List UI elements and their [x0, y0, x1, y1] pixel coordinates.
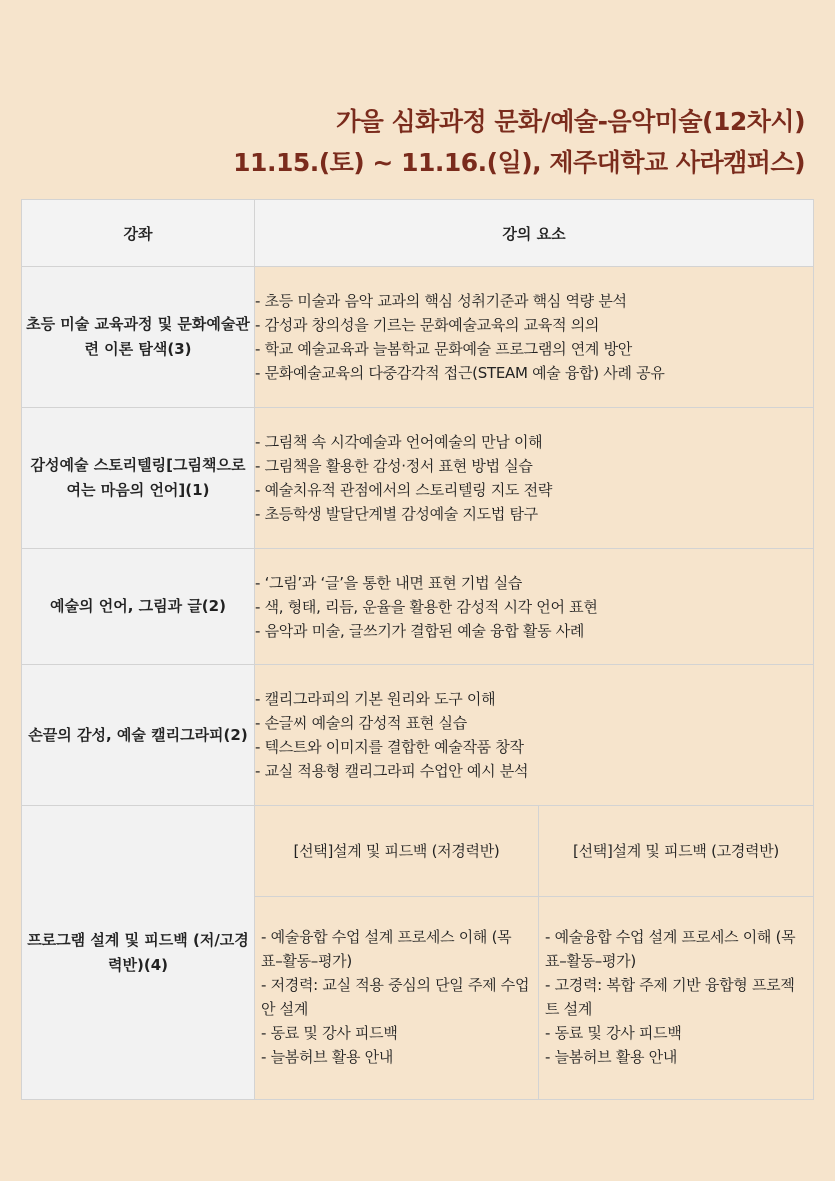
course-elements — [255, 665, 814, 806]
list-item: - 늘봄허브 활용 안내 — [545, 1048, 678, 1066]
course-name: 감성예술 스토리텔링[그림책으로 여는 마음의 언어](1) — [22, 408, 255, 549]
table-row — [22, 549, 814, 665]
list-item: - 손글씨 예술의 감성적 표현 실습 — [255, 714, 467, 732]
list-item: - 초등학생 발달단계별 감성예술 지도법 탐구 — [255, 505, 538, 523]
course-name: 손끝의 감성, 예술 캘리그라피(2) — [22, 665, 255, 806]
list-item: - 예술융합 수업 설계 프로세스 이해 (목표–활동–평가) — [261, 928, 512, 970]
table-row — [22, 408, 814, 549]
list-item: - 음악과 미술, 글쓰기가 결합된 예술 융합 활동 사례 — [255, 621, 585, 640]
list-item: - 동료 및 강사 피드백 — [261, 1024, 398, 1042]
low-experience-track-elements — [255, 897, 539, 1100]
list-item: - 텍스트와 이미지를 결합한 예술작품 창작 — [255, 738, 524, 756]
page-header — [233, 104, 805, 182]
list-item: - 문화예술교육의 다중감각적 접근(STEAM 예술 융합) 사례 공유 — [255, 364, 665, 382]
course-name: 프로그램 설계 및 피드백 (저/고경력반)(4) — [22, 806, 255, 1100]
low-experience-track-title: [선택]설계 및 피드백 (저경력반) — [255, 806, 539, 897]
list-item: - 초등 미술과 음악 교과의 핵심 성취기준과 핵심 역량 분석 — [255, 292, 627, 310]
table-row — [22, 267, 814, 408]
course-name: 초등 미술 교육과정 및 문화예술관련 이론 탐색(3) — [22, 267, 255, 408]
high-experience-track-elements — [539, 897, 814, 1100]
list-item: - ‘그림’과 ‘글’을 통한 내면 표현 기법 실습 — [255, 573, 523, 592]
list-item: - 그림책을 활용한 감성·정서 표현 방법 실습 — [255, 457, 533, 475]
list-item: - 색, 형태, 리듬, 운율을 활용한 감성적 시각 언어 표현 — [255, 597, 598, 616]
column-header-course: 강좌 — [22, 200, 255, 267]
list-item: - 감성과 창의성을 기르는 문화예술교육의 교육적 의의 — [255, 316, 600, 334]
list-item: - 교실 적용형 캘리그라피 수업안 예시 분석 — [255, 762, 529, 780]
list-item: - 저경력: 교실 적용 중심의 단일 주제 수업안 설계 — [261, 976, 530, 1018]
table-row-program-header — [22, 806, 814, 897]
page-subtitle-date-venue: 11.15.(토) ~ 11.16.(일), 제주대학교 사라캠퍼스) — [233, 148, 805, 177]
list-item: - 캘리그라피의 기본 원리와 도구 이해 — [255, 690, 496, 708]
curriculum-table — [21, 199, 814, 1100]
high-experience-track-title: [선택]설계 및 피드백 (고경력반) — [539, 806, 814, 897]
list-item: - 늘봄허브 활용 안내 — [261, 1048, 394, 1066]
list-item: - 학교 예술교육과 늘봄학교 문화예술 프로그램의 연계 방안 — [255, 340, 632, 358]
list-item: - 고경력: 복합 주제 기반 융합형 프로젝트 설계 — [545, 976, 795, 1018]
list-item: - 동료 및 강사 피드백 — [545, 1024, 682, 1042]
page-title: 가을 심화과정 문화/예술-음악미술(12차시) — [336, 107, 805, 136]
course-name: 예술의 언어, 그림과 글(2) — [22, 549, 255, 665]
course-elements — [255, 408, 814, 549]
list-item: - 그림책 속 시각예술과 언어예술의 만남 이해 — [255, 433, 543, 451]
table-header-row — [22, 200, 814, 267]
column-header-elements: 강의 요소 — [255, 200, 814, 267]
course-elements — [255, 267, 814, 408]
list-item: - 예술치유적 관점에서의 스토리텔링 지도 전략 — [255, 481, 553, 499]
table-row — [22, 665, 814, 806]
course-elements — [255, 549, 814, 665]
list-item: - 예술융합 수업 설계 프로세스 이해 (목표–활동–평가) — [545, 928, 796, 970]
